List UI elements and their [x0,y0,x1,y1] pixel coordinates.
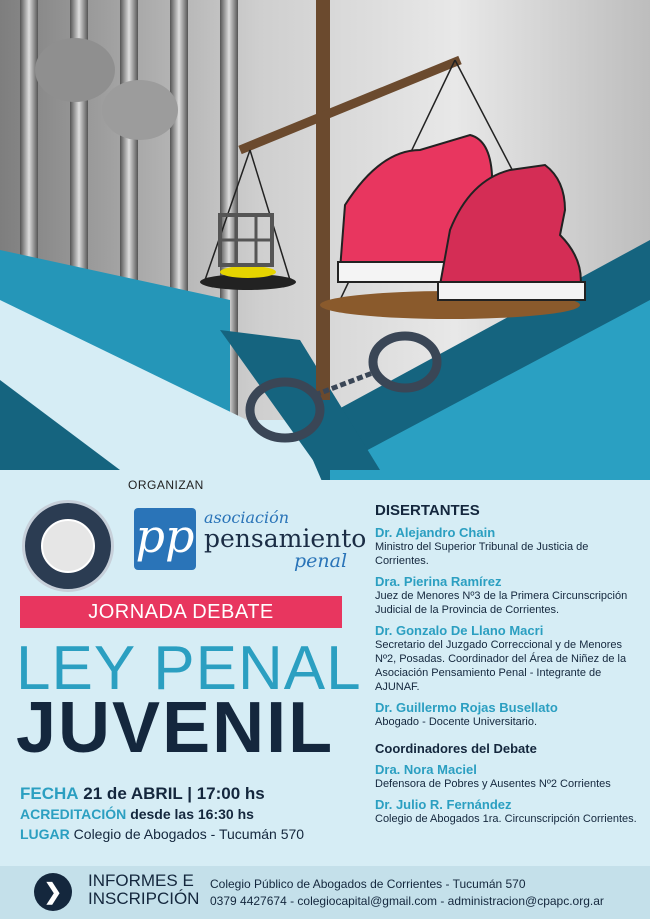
app-logo-line1: asociación [204,508,290,527]
scale-pan-light [220,266,276,278]
seal-inner [41,519,95,573]
app-logo-line3: penal [294,550,348,572]
footer-label [88,872,199,908]
sneaker-sole [438,282,585,300]
place-row [20,826,304,842]
coordinator-desc: Defensora de Pobres y Ausentes Nº2 Corrientes [375,778,611,790]
speaker-desc: Ministro del Superior Tribunal de Justicia de Corrientes. [375,541,589,567]
speaker-name: Dr. Guillermo Rojas Busellato [375,700,558,715]
coordinator-item [375,762,637,791]
coordinator-name: Dra. Nora Maciel [375,762,477,777]
accreditation-row [20,806,254,822]
speaker-desc: Abogado - Docente Universitario. [375,716,538,728]
date-value: 21 de ABRIL | 17:00 hs [83,784,265,803]
speaker-name: Dr. Alejandro Chain [375,525,496,540]
accreditation-key: ACREDITACIÓN [20,806,127,822]
hand-shape [102,80,178,140]
speaker-name: Dr. Gonzalo De Llano Macri [375,623,544,638]
app-logo-line2: pensamiento [204,524,367,553]
accreditation-value: desde las 16:30 hs [130,806,254,822]
speaker-desc: Juez de Menores Nº3 de la Primera Circunscripción Judicial de la Provincia de Corrientes. [375,590,628,616]
coordinator-name: Dr. Julio R. Fernández [375,797,512,812]
place-key: LUGAR [20,826,70,842]
app-logo-mark: pp [134,508,196,570]
speaker-name: Dra. Pierina Ramírez [375,574,502,589]
scale-beam [240,60,460,150]
title-line1: LEY PENAL [16,634,362,703]
event-type-banner: JORNADA DEBATE [20,596,342,628]
speaker-item [375,623,637,694]
coordinator-desc: Colegio de Abogados 1ra. Circunscripción Corrientes. [375,813,637,825]
date-key: FECHA [20,784,79,803]
date-row [20,784,265,804]
hand-shape [35,38,115,102]
place-value: Colegio de Abogados - Tucumán 570 [73,826,305,842]
coordinators-heading: Coordinadores del Debate [375,741,537,756]
coordinator-item [375,797,637,826]
footer-address: Colegio Público de Abogados de Corrientes - Tucumán 570 [210,877,526,891]
speaker-item [375,700,637,729]
chevron-right-icon: ❯ [34,873,72,911]
speaker-item [375,574,637,617]
title-line2: JUVENIL [16,688,335,768]
speaker-desc: Secretario del Juzgado Correccional y de Menores Nº2, Posadas. Coordinador del Área de Niñez de la Asociación Pensamiento Penal - Integrante de AJUNAF. [375,639,627,693]
speaker-item [375,525,637,568]
speakers-column [375,502,637,826]
colegio-seal-logo [22,500,114,592]
scale-pole [316,0,330,400]
organizers-label: ORGANIZAN [128,478,204,492]
footer-label-line2: INSCRIPCIÓN [88,889,200,908]
footer-label-line1: INFORMES E [88,871,194,890]
asociacion-pensamiento-penal-logo [134,506,367,574]
footer-contact [210,876,604,910]
speakers-heading: DISERTANTES [375,502,480,519]
footer-contact-line: 0379 4427674 - colegiocapital@gmail.com - administracion@cpapc.org.ar [210,894,604,908]
